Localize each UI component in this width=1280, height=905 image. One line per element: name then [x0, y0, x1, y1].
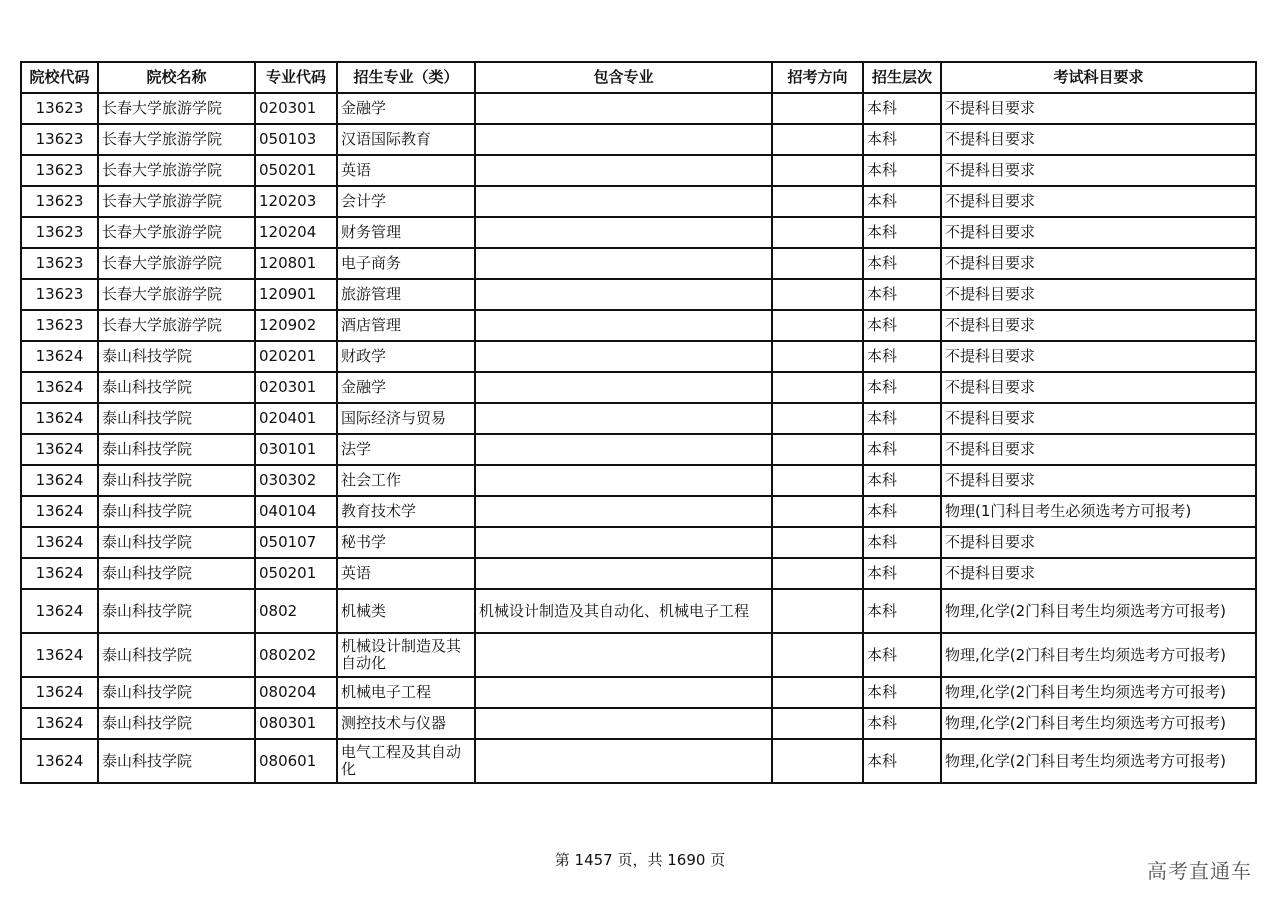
table-row — [21, 496, 1256, 527]
cell-direction — [772, 589, 863, 633]
cell-school-name: 泰山科技学院 — [98, 496, 255, 527]
cell-major: 财务管理 — [337, 217, 475, 248]
cell-school-name: 长春大学旅游学院 — [98, 279, 255, 310]
admission-table — [20, 61, 1257, 784]
cell-school-name: 泰山科技学院 — [98, 558, 255, 589]
cell-level: 本科 — [863, 217, 941, 248]
cell-major: 英语 — [337, 155, 475, 186]
cell-included-majors — [475, 465, 772, 496]
cell-major: 机械类 — [337, 589, 475, 633]
cell-school-name: 泰山科技学院 — [98, 434, 255, 465]
cell-level: 本科 — [863, 372, 941, 403]
cell-school-code: 13624 — [21, 403, 98, 434]
cell-level: 本科 — [863, 403, 941, 434]
cell-school-code: 13624 — [21, 372, 98, 403]
cell-subject-requirement: 不提科目要求 — [941, 465, 1256, 496]
cell-level: 本科 — [863, 708, 941, 739]
cell-major: 教育技术学 — [337, 496, 475, 527]
cell-included-majors — [475, 341, 772, 372]
cell-direction — [772, 155, 863, 186]
cell-level: 本科 — [863, 186, 941, 217]
cell-major-code: 030302 — [255, 465, 337, 496]
cell-school-name: 长春大学旅游学院 — [98, 124, 255, 155]
cell-subject-requirement: 物理(1门科目考生必须选考方可报考) — [941, 496, 1256, 527]
table-row — [21, 739, 1256, 783]
cell-level: 本科 — [863, 248, 941, 279]
cell-included-majors — [475, 633, 772, 677]
cell-major-code: 030101 — [255, 434, 337, 465]
cell-major-code: 020401 — [255, 403, 337, 434]
cell-major-code: 020201 — [255, 341, 337, 372]
cell-school-name: 长春大学旅游学院 — [98, 186, 255, 217]
cell-school-code: 13623 — [21, 155, 98, 186]
cell-direction — [772, 434, 863, 465]
cell-school-name: 泰山科技学院 — [98, 465, 255, 496]
cell-subject-requirement: 物理,化学(2门科目考生均须选考方可报考) — [941, 677, 1256, 708]
header-subject-requirement: 考试科目要求 — [941, 62, 1256, 93]
cell-level: 本科 — [863, 155, 941, 186]
cell-level: 本科 — [863, 434, 941, 465]
cell-major-code: 120801 — [255, 248, 337, 279]
cell-direction — [772, 372, 863, 403]
cell-direction — [772, 341, 863, 372]
cell-included-majors — [475, 155, 772, 186]
cell-included-majors — [475, 372, 772, 403]
cell-subject-requirement: 不提科目要求 — [941, 217, 1256, 248]
cell-school-code: 13623 — [21, 124, 98, 155]
header-included-majors: 包含专业 — [475, 62, 772, 93]
cell-school-code: 13624 — [21, 739, 98, 783]
cell-subject-requirement: 不提科目要求 — [941, 527, 1256, 558]
cell-subject-requirement: 不提科目要求 — [941, 155, 1256, 186]
cell-subject-requirement: 不提科目要求 — [941, 310, 1256, 341]
table-row — [21, 403, 1256, 434]
cell-level: 本科 — [863, 279, 941, 310]
table-row — [21, 248, 1256, 279]
cell-major-code: 050107 — [255, 527, 337, 558]
cell-school-name: 泰山科技学院 — [98, 527, 255, 558]
cell-school-code: 13624 — [21, 633, 98, 677]
cell-direction — [772, 708, 863, 739]
cell-level: 本科 — [863, 310, 941, 341]
cell-subject-requirement: 不提科目要求 — [941, 558, 1256, 589]
cell-school-code: 13624 — [21, 434, 98, 465]
table-row — [21, 279, 1256, 310]
cell-major: 酒店管理 — [337, 310, 475, 341]
cell-major-code: 120901 — [255, 279, 337, 310]
cell-school-code: 13623 — [21, 93, 98, 124]
cell-school-code: 13624 — [21, 589, 98, 633]
table-row — [21, 558, 1256, 589]
cell-major: 财政学 — [337, 341, 475, 372]
header-major-code: 专业代码 — [255, 62, 337, 93]
cell-subject-requirement: 不提科目要求 — [941, 372, 1256, 403]
cell-included-majors — [475, 217, 772, 248]
cell-major-code: 080601 — [255, 739, 337, 783]
cell-major-code: 080204 — [255, 677, 337, 708]
cell-school-name: 长春大学旅游学院 — [98, 310, 255, 341]
cell-direction — [772, 739, 863, 783]
cell-school-code: 13624 — [21, 708, 98, 739]
cell-school-name: 长春大学旅游学院 — [98, 155, 255, 186]
cell-major-code: 020301 — [255, 93, 337, 124]
cell-school-name: 泰山科技学院 — [98, 372, 255, 403]
table-row — [21, 434, 1256, 465]
cell-level: 本科 — [863, 677, 941, 708]
cell-included-majors: 机械设计制造及其自动化、机械电子工程 — [475, 589, 772, 633]
cell-direction — [772, 527, 863, 558]
cell-major: 法学 — [337, 434, 475, 465]
cell-subject-requirement: 不提科目要求 — [941, 279, 1256, 310]
cell-direction — [772, 279, 863, 310]
header-school-name: 院校名称 — [98, 62, 255, 93]
cell-subject-requirement: 不提科目要求 — [941, 341, 1256, 372]
cell-subject-requirement: 物理,化学(2门科目考生均须选考方可报考) — [941, 708, 1256, 739]
cell-level: 本科 — [863, 124, 941, 155]
cell-school-code: 13623 — [21, 310, 98, 341]
cell-major: 旅游管理 — [337, 279, 475, 310]
cell-major-code: 050201 — [255, 558, 337, 589]
cell-included-majors — [475, 558, 772, 589]
cell-major: 机械电子工程 — [337, 677, 475, 708]
table-row — [21, 155, 1256, 186]
table-row — [21, 310, 1256, 341]
cell-major-code: 050103 — [255, 124, 337, 155]
cell-subject-requirement: 不提科目要求 — [941, 124, 1256, 155]
cell-school-name: 泰山科技学院 — [98, 633, 255, 677]
cell-school-name: 泰山科技学院 — [98, 708, 255, 739]
cell-subject-requirement: 不提科目要求 — [941, 248, 1256, 279]
cell-subject-requirement: 不提科目要求 — [941, 93, 1256, 124]
cell-school-name: 泰山科技学院 — [98, 677, 255, 708]
cell-direction — [772, 186, 863, 217]
cell-major: 英语 — [337, 558, 475, 589]
cell-major: 秘书学 — [337, 527, 475, 558]
table-row — [21, 341, 1256, 372]
cell-level: 本科 — [863, 633, 941, 677]
table-row — [21, 217, 1256, 248]
cell-included-majors — [475, 279, 772, 310]
cell-direction — [772, 310, 863, 341]
table-row — [21, 93, 1256, 124]
cell-included-majors — [475, 739, 772, 783]
cell-level: 本科 — [863, 93, 941, 124]
cell-included-majors — [475, 93, 772, 124]
cell-major: 电气工程及其自动化 — [337, 739, 475, 783]
cell-subject-requirement: 物理,化学(2门科目考生均须选考方可报考) — [941, 739, 1256, 783]
cell-level: 本科 — [863, 341, 941, 372]
cell-major: 电子商务 — [337, 248, 475, 279]
cell-school-code: 13624 — [21, 465, 98, 496]
cell-included-majors — [475, 496, 772, 527]
table-row — [21, 527, 1256, 558]
cell-direction — [772, 558, 863, 589]
cell-major: 社会工作 — [337, 465, 475, 496]
cell-direction — [772, 633, 863, 677]
cell-direction — [772, 496, 863, 527]
cell-included-majors — [475, 403, 772, 434]
cell-major-code: 050201 — [255, 155, 337, 186]
cell-school-code: 13624 — [21, 558, 98, 589]
cell-direction — [772, 217, 863, 248]
cell-major: 测控技术与仪器 — [337, 708, 475, 739]
cell-school-code: 13624 — [21, 677, 98, 708]
cell-level: 本科 — [863, 558, 941, 589]
cell-major-code: 120203 — [255, 186, 337, 217]
cell-major-code: 120204 — [255, 217, 337, 248]
cell-direction — [772, 124, 863, 155]
cell-level: 本科 — [863, 589, 941, 633]
cell-subject-requirement: 物理,化学(2门科目考生均须选考方可报考) — [941, 589, 1256, 633]
table-row — [21, 186, 1256, 217]
cell-level: 本科 — [863, 527, 941, 558]
table-row — [21, 465, 1256, 496]
cell-direction — [772, 403, 863, 434]
cell-subject-requirement: 不提科目要求 — [941, 434, 1256, 465]
cell-school-code: 13624 — [21, 527, 98, 558]
cell-school-name: 泰山科技学院 — [98, 403, 255, 434]
cell-major-code: 040104 — [255, 496, 337, 527]
table-row — [21, 124, 1256, 155]
cell-major-code: 0802 — [255, 589, 337, 633]
header-major: 招生专业（类） — [337, 62, 475, 93]
table-body — [21, 93, 1256, 783]
cell-school-name: 长春大学旅游学院 — [98, 217, 255, 248]
cell-level: 本科 — [863, 496, 941, 527]
header-level: 招生层次 — [863, 62, 941, 93]
cell-major: 汉语国际教育 — [337, 124, 475, 155]
cell-major: 国际经济与贸易 — [337, 403, 475, 434]
cell-level: 本科 — [863, 739, 941, 783]
cell-included-majors — [475, 310, 772, 341]
cell-school-name: 泰山科技学院 — [98, 589, 255, 633]
table-header-row — [21, 62, 1256, 93]
table-row — [21, 589, 1256, 633]
table-row — [21, 708, 1256, 739]
cell-major: 机械设计制造及其自动化 — [337, 633, 475, 677]
cell-subject-requirement: 不提科目要求 — [941, 403, 1256, 434]
cell-school-name: 泰山科技学院 — [98, 341, 255, 372]
cell-included-majors — [475, 527, 772, 558]
cell-included-majors — [475, 708, 772, 739]
cell-included-majors — [475, 124, 772, 155]
cell-major-code: 120902 — [255, 310, 337, 341]
cell-included-majors — [475, 186, 772, 217]
cell-major: 金融学 — [337, 93, 475, 124]
cell-school-name: 长春大学旅游学院 — [98, 93, 255, 124]
cell-subject-requirement: 不提科目要求 — [941, 186, 1256, 217]
table-row — [21, 633, 1256, 677]
table-row — [21, 677, 1256, 708]
cell-school-code: 13624 — [21, 341, 98, 372]
cell-included-majors — [475, 434, 772, 465]
cell-school-code: 13623 — [21, 186, 98, 217]
header-direction: 招考方向 — [772, 62, 863, 93]
page-number: 第 1457 页，共 1690 页 — [554, 851, 726, 869]
cell-direction — [772, 465, 863, 496]
cell-level: 本科 — [863, 465, 941, 496]
watermark: 高考直通车 — [1147, 859, 1252, 883]
table-row — [21, 372, 1256, 403]
cell-included-majors — [475, 248, 772, 279]
cell-school-name: 长春大学旅游学院 — [98, 248, 255, 279]
cell-school-code: 13623 — [21, 217, 98, 248]
cell-school-code: 13624 — [21, 496, 98, 527]
cell-major-code: 020301 — [255, 372, 337, 403]
cell-school-code: 13623 — [21, 248, 98, 279]
cell-direction — [772, 248, 863, 279]
cell-direction — [772, 93, 863, 124]
header-school-code: 院校代码 — [21, 62, 98, 93]
cell-major: 金融学 — [337, 372, 475, 403]
cell-school-name: 泰山科技学院 — [98, 739, 255, 783]
cell-direction — [772, 677, 863, 708]
cell-subject-requirement: 物理,化学(2门科目考生均须选考方可报考) — [941, 633, 1256, 677]
cell-school-code: 13623 — [21, 279, 98, 310]
cell-major-code: 080202 — [255, 633, 337, 677]
cell-included-majors — [475, 677, 772, 708]
cell-major: 会计学 — [337, 186, 475, 217]
cell-major-code: 080301 — [255, 708, 337, 739]
